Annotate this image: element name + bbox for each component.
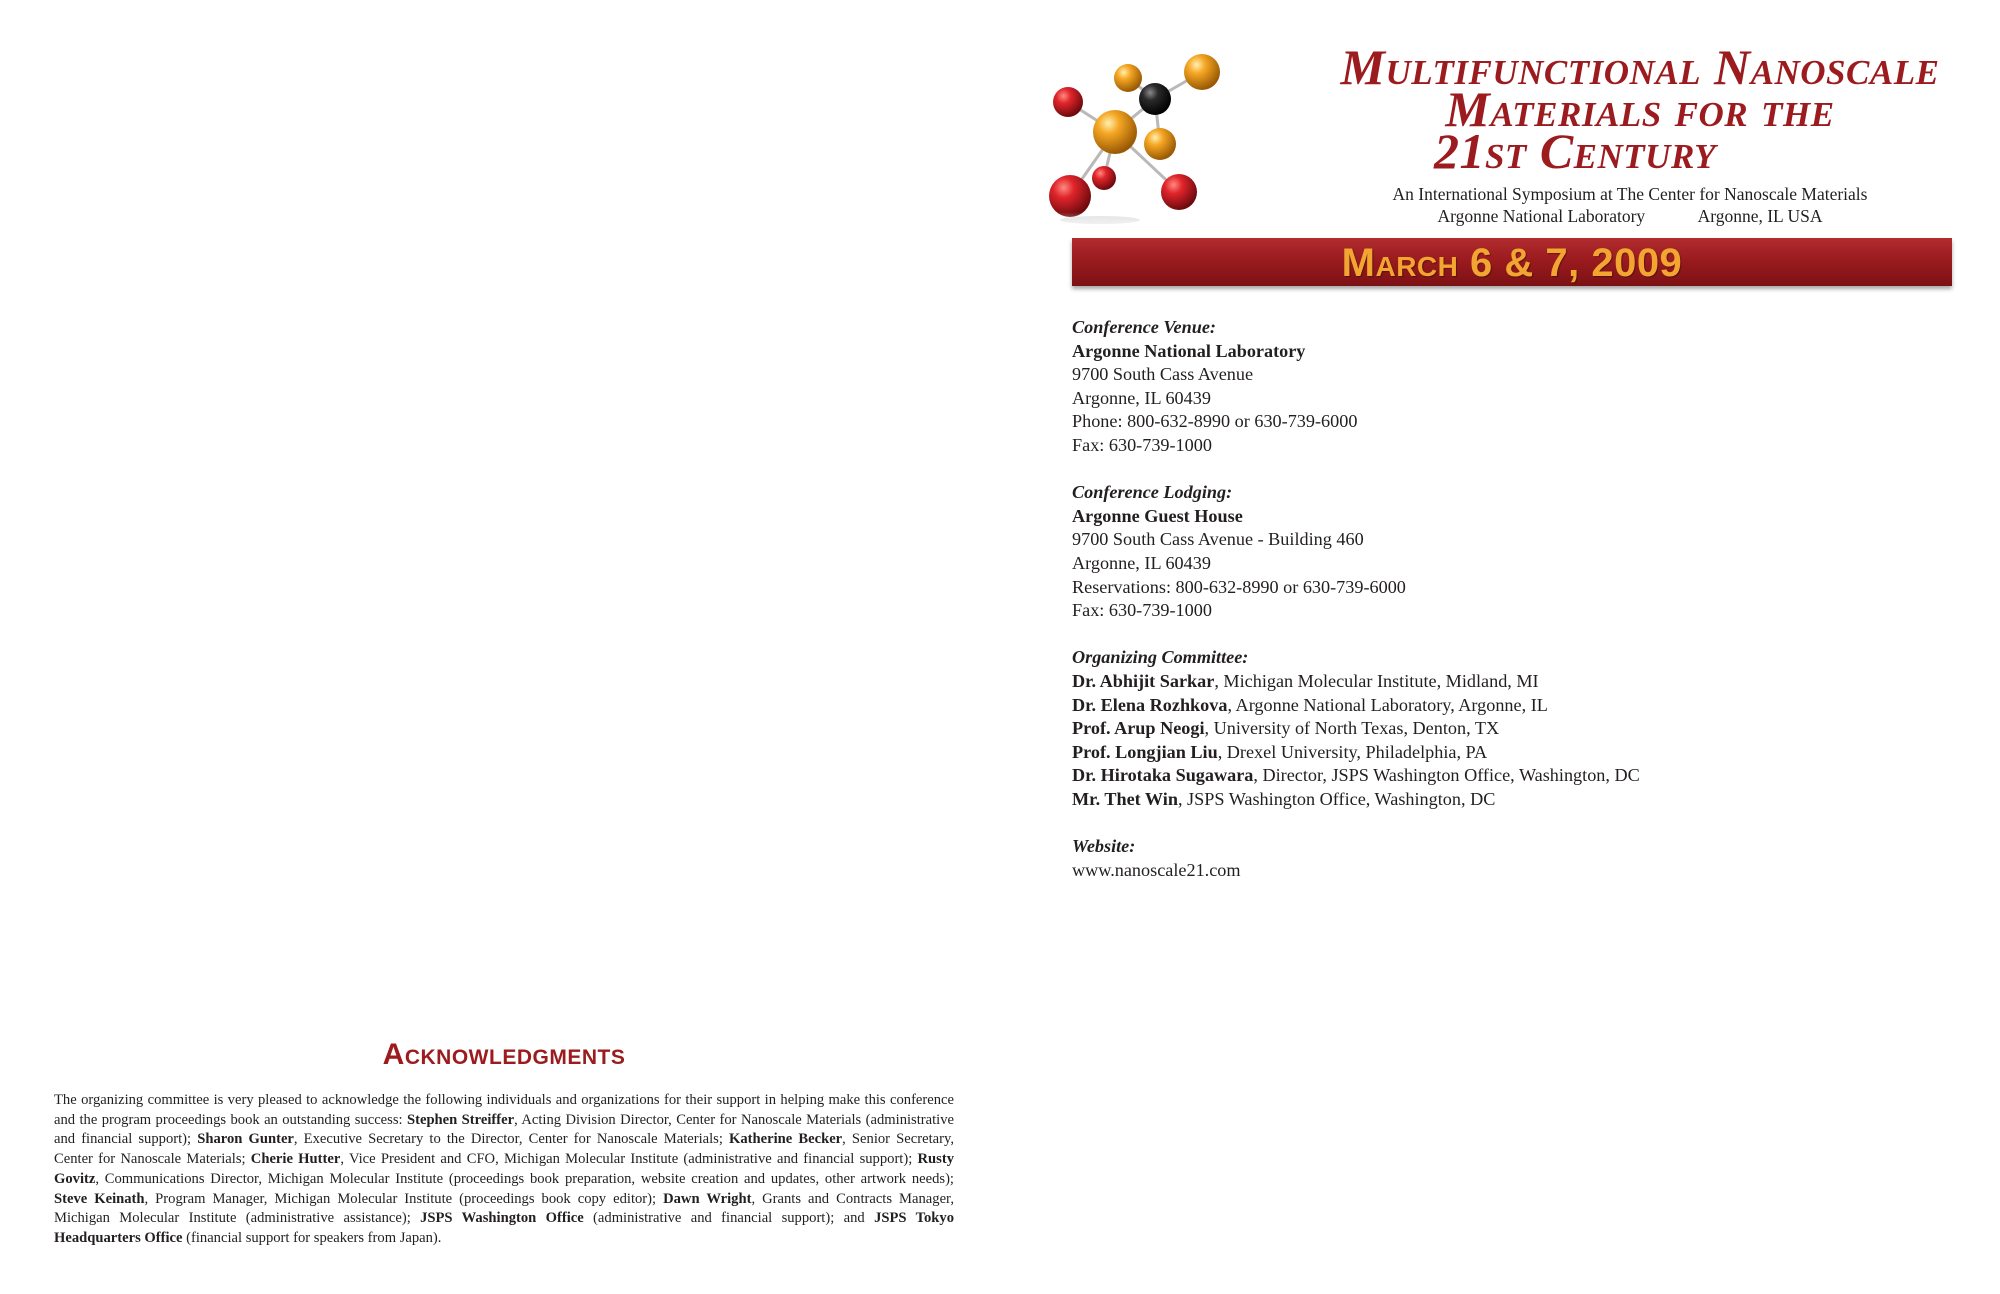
ack-segment: The organizing committee is very pleased to acknowledge the following individuals and organizations for their support in helping make this conference and the program proceedings book an outstanding success: xyxy=(54,1092,954,1128)
acknowledgments-text xyxy=(54,1091,954,1249)
ack-segment: (financial support for speakers from Japan). xyxy=(182,1229,442,1246)
ack-name: JSPS Tokyo Headquarters Office xyxy=(54,1210,954,1246)
venue-fax: Fax: 630-739-1000 xyxy=(1072,434,1212,455)
venue-name: Argonne National Laboratory xyxy=(1072,340,1306,361)
ack-segment: , Program Manager, Michigan Molecular Institute (proceedings book copy editor); xyxy=(144,1190,664,1207)
ack-name: Steve Keinath xyxy=(54,1190,145,1207)
atom-orange-2 xyxy=(1184,54,1220,90)
ack-segment: , Vice President and CFO, Michigan Molecular Institute (administrative and financial support); xyxy=(340,1151,918,1168)
venue-phone: Phone: 800-632-8990 or 630-739-6000 xyxy=(1072,411,1358,432)
committee-member xyxy=(1072,764,1952,788)
subtitle-org: Argonne National Laboratory xyxy=(1437,206,1646,226)
event-date: March 6 & 7, 2009 xyxy=(1341,241,1683,285)
title-line-3: 21st Century xyxy=(1433,123,1717,179)
member-affiliation: , Argonne National Laboratory, Argonne, IL xyxy=(1227,694,1548,715)
molecule-reflection-fade xyxy=(1040,212,1325,234)
member-name: Prof. Arup Neogi xyxy=(1072,718,1205,739)
ack-segment: , Executive Secretary to the Director, Center for Nanoscale Materials; xyxy=(293,1131,730,1148)
venue-section xyxy=(1072,316,1952,458)
atom-orange-center xyxy=(1093,110,1137,154)
ack-name: Sharon Gunter xyxy=(197,1131,294,1148)
member-affiliation: , JSPS Washington Office, Washington, DC xyxy=(1177,788,1496,809)
ack-name: Stephen Streiffer xyxy=(406,1111,515,1128)
date-banner xyxy=(1072,238,1952,286)
atom-red-2 xyxy=(1092,166,1116,190)
committee-member xyxy=(1072,788,1952,812)
ack-segment: , Communications Director, Michigan Molecular Institute (proceedings book preparation, website creation and updates, other artwork needs); xyxy=(95,1170,954,1187)
ack-name: JSPS Washington Office xyxy=(420,1210,584,1227)
member-affiliation: , Director, JSPS Washington Office, Washington, DC xyxy=(1253,765,1640,786)
ack-name: Katherine Becker xyxy=(729,1131,843,1148)
acknowledgments-title: Acknowledgments xyxy=(382,1038,626,1071)
subtitle-line: An International Symposium at The Center for Nanoscale Materials xyxy=(1392,184,1868,204)
member-name: Dr. Abhijit Sarkar xyxy=(1072,670,1215,691)
symposium-title xyxy=(1320,39,1960,179)
atom-orange-3 xyxy=(1144,128,1176,160)
venue-heading: Conference Venue: xyxy=(1072,317,1216,337)
atom-orange-1 xyxy=(1114,64,1142,92)
website-heading: Website: xyxy=(1072,836,1136,857)
venue-street: 9700 South Cass Avenue xyxy=(1072,364,1254,385)
lodging-heading: Conference Lodging: xyxy=(1072,482,1233,503)
title-line-2: Materials for the xyxy=(1445,81,1835,137)
member-affiliation: , Drexel University, Philadelphia, PA xyxy=(1217,741,1488,762)
ack-segment: , Senior Secretary, Center for Nanoscale Materials; xyxy=(54,1131,954,1168)
committee-heading: Organizing Committee: xyxy=(1072,647,1249,668)
committee-section xyxy=(1072,646,1952,811)
atom-red-4 xyxy=(1049,175,1091,217)
symposium-subtitle xyxy=(1370,183,1890,227)
member-affiliation: , Michigan Molecular Institute, Midland, MI xyxy=(1214,670,1539,691)
atom-red-3 xyxy=(1161,174,1197,210)
website-link[interactable]: www.nanoscale21.com xyxy=(1072,859,1241,880)
venue-city: Argonne, IL 60439 xyxy=(1072,387,1211,408)
committee-member xyxy=(1072,670,1952,694)
ack-name: Cherie Hutter xyxy=(250,1151,341,1168)
subtitle-city: Argonne, IL USA xyxy=(1697,206,1823,226)
subtitle-location xyxy=(1370,205,1890,227)
title-line-1: Multifunctional Nanoscale xyxy=(1340,39,1940,95)
lodging-name: Argonne Guest House xyxy=(1072,505,1243,526)
ack-segment: , Acting Division Director, Center for Nanoscale Materials (administrative and financial support); xyxy=(54,1111,954,1148)
member-name: Dr. Hirotaka Sugawara xyxy=(1072,765,1254,786)
lodging-section xyxy=(1072,481,1952,623)
committee-member xyxy=(1072,694,1952,718)
member-name: Dr. Elena Rozhkova xyxy=(1072,694,1228,715)
member-affiliation: , University of North Texas, Denton, TX xyxy=(1204,718,1500,739)
ack-name: Rusty Govitz xyxy=(54,1151,955,1187)
lodging-fax: Fax: 630-739-1000 xyxy=(1072,600,1212,621)
molecule-icon xyxy=(1040,44,1325,234)
ack-name: Dawn Wright xyxy=(663,1190,752,1207)
atom-red-1 xyxy=(1053,87,1083,117)
ack-segment: (administrative and financial support); and xyxy=(583,1210,875,1227)
conference-info xyxy=(1072,316,1952,882)
lodging-reservations: Reservations: 800-632-8990 or 630-739-6000 xyxy=(1072,576,1406,597)
ack-segment: , Grants and Contracts Manager, Michigan Molecular Institute (administrative assistance); xyxy=(54,1190,954,1227)
atom-black xyxy=(1139,83,1171,115)
lodging-city: Argonne, IL 60439 xyxy=(1072,552,1211,573)
website-section xyxy=(1072,835,1952,882)
member-name: Prof. Longjian Liu xyxy=(1072,741,1218,762)
committee-member xyxy=(1072,741,1952,765)
member-name: Mr. Thet Win xyxy=(1072,788,1178,809)
lodging-street: 9700 South Cass Avenue - Building 460 xyxy=(1072,529,1364,550)
committee-member xyxy=(1072,717,1952,741)
